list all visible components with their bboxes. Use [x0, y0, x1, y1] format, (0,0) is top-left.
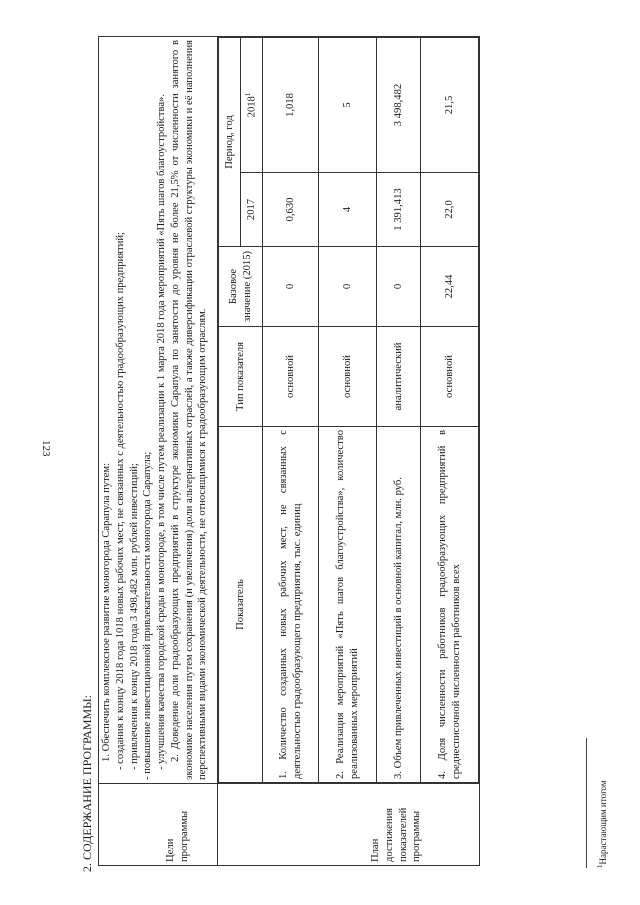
goal-line-2: - создания к концу 2018 года 1018 новых рабочих мест, не связанных с деятельностью градообразующих предприятий;	[114, 232, 126, 770]
header-2018	[241, 38, 263, 173]
header-period: Период, год	[219, 38, 241, 247]
indicator-base: 0	[319, 247, 377, 327]
goal-line-3: - привлечения к концу 2018 года 3 498,482 млн. рублей инвестиций;	[128, 463, 140, 770]
header-base: Базовое значение (2015)	[219, 247, 263, 327]
indicator-type: основной	[319, 327, 377, 427]
table-row	[263, 38, 319, 783]
rotated-page-content	[80, 32, 560, 872]
table-row	[421, 38, 479, 783]
header-2018-year: 2018	[246, 96, 258, 118]
indicator-name: 4. Доля численности работников градообразующих предприятий в среднесписочной численности работников всех	[421, 427, 479, 783]
indicator-2017: 0,630	[263, 173, 319, 247]
goals-text-cell	[99, 37, 218, 784]
indicators-cell	[218, 37, 480, 784]
table-row	[319, 38, 377, 783]
indicator-base: 22,44	[421, 247, 479, 327]
program-table	[98, 36, 480, 866]
header-indicator: Показатель	[219, 427, 263, 783]
indicator-2018: 3 498,482	[377, 38, 421, 173]
header-type: Тип показателя	[219, 327, 263, 427]
indicator-base: 0	[263, 247, 319, 327]
indicator-name: 1. Количество созданных новых рабочих мест, не связанных с деятельностью градообразующего предприятия, тыс. единиц	[263, 427, 319, 783]
goals-label: Цели программы	[165, 810, 190, 862]
indicator-2018: 1,018	[263, 38, 319, 173]
plan-label-cell	[218, 784, 480, 866]
indicator-2017: 22,0	[421, 173, 479, 247]
indicator-type: основной	[263, 327, 319, 427]
footnote-divider	[586, 738, 587, 868]
goal-line-5: - улучшения качества городской среды в моногороде, в том числе путем реализации к 1 марта 2018 года мероприятий «Пять шагов благоустройства».	[156, 94, 168, 770]
indicator-type: основной	[421, 327, 479, 427]
goal-line-6: 2. Доведение доли градообразующих предприятий в структуре экономики Сарапула по занятости до уровня не более 21,5% от численности занятого в экономике населения путем сохранения (и увеличения) доли альтернативных отраслей, а также диверсификации отраслевой структуры экономики и её наполнения перспективными видами экономической деятельности, не относящимися к градообразующим отраслям.	[169, 40, 209, 780]
goal-line-1: 1. Обеспечить комплексное развитие моногорода Сарапула путем:	[101, 462, 112, 762]
indicator-2017: 4	[319, 173, 377, 247]
footnote	[596, 780, 608, 868]
footnote-ref: 1	[243, 92, 252, 97]
indicator-2018: 5	[319, 38, 377, 173]
indicator-name: 3. Объем привлеченных инвестиций в основной капитал, млн. руб.	[377, 427, 421, 783]
footnote-text: Нарастающим итогом	[598, 780, 608, 865]
indicator-name: 2. Реализация мероприятий «Пять шагов благоустройства», количество реализованных мероприятий	[319, 427, 377, 783]
indicator-2018: 21,5	[421, 38, 479, 173]
table-row	[377, 38, 421, 783]
page-number: 123	[40, 440, 52, 457]
indicators-table	[218, 37, 479, 783]
goal-line-4: - повышение инвестиционной привлекательности моногорода Сарапула;	[142, 451, 154, 780]
section-title: 2. СОДЕРЖАНИЕ ПРОГРАММЫ:	[80, 695, 94, 872]
header-2017: 2017	[241, 173, 263, 247]
goals-label-cell	[99, 784, 218, 866]
footnote-mark: 1	[596, 864, 604, 868]
indicator-base: 0	[377, 247, 421, 327]
indicator-type: аналитический	[377, 327, 421, 427]
plan-label: План достижения показателей программы	[370, 807, 423, 862]
indicator-2017: 1 391,413	[377, 173, 421, 247]
